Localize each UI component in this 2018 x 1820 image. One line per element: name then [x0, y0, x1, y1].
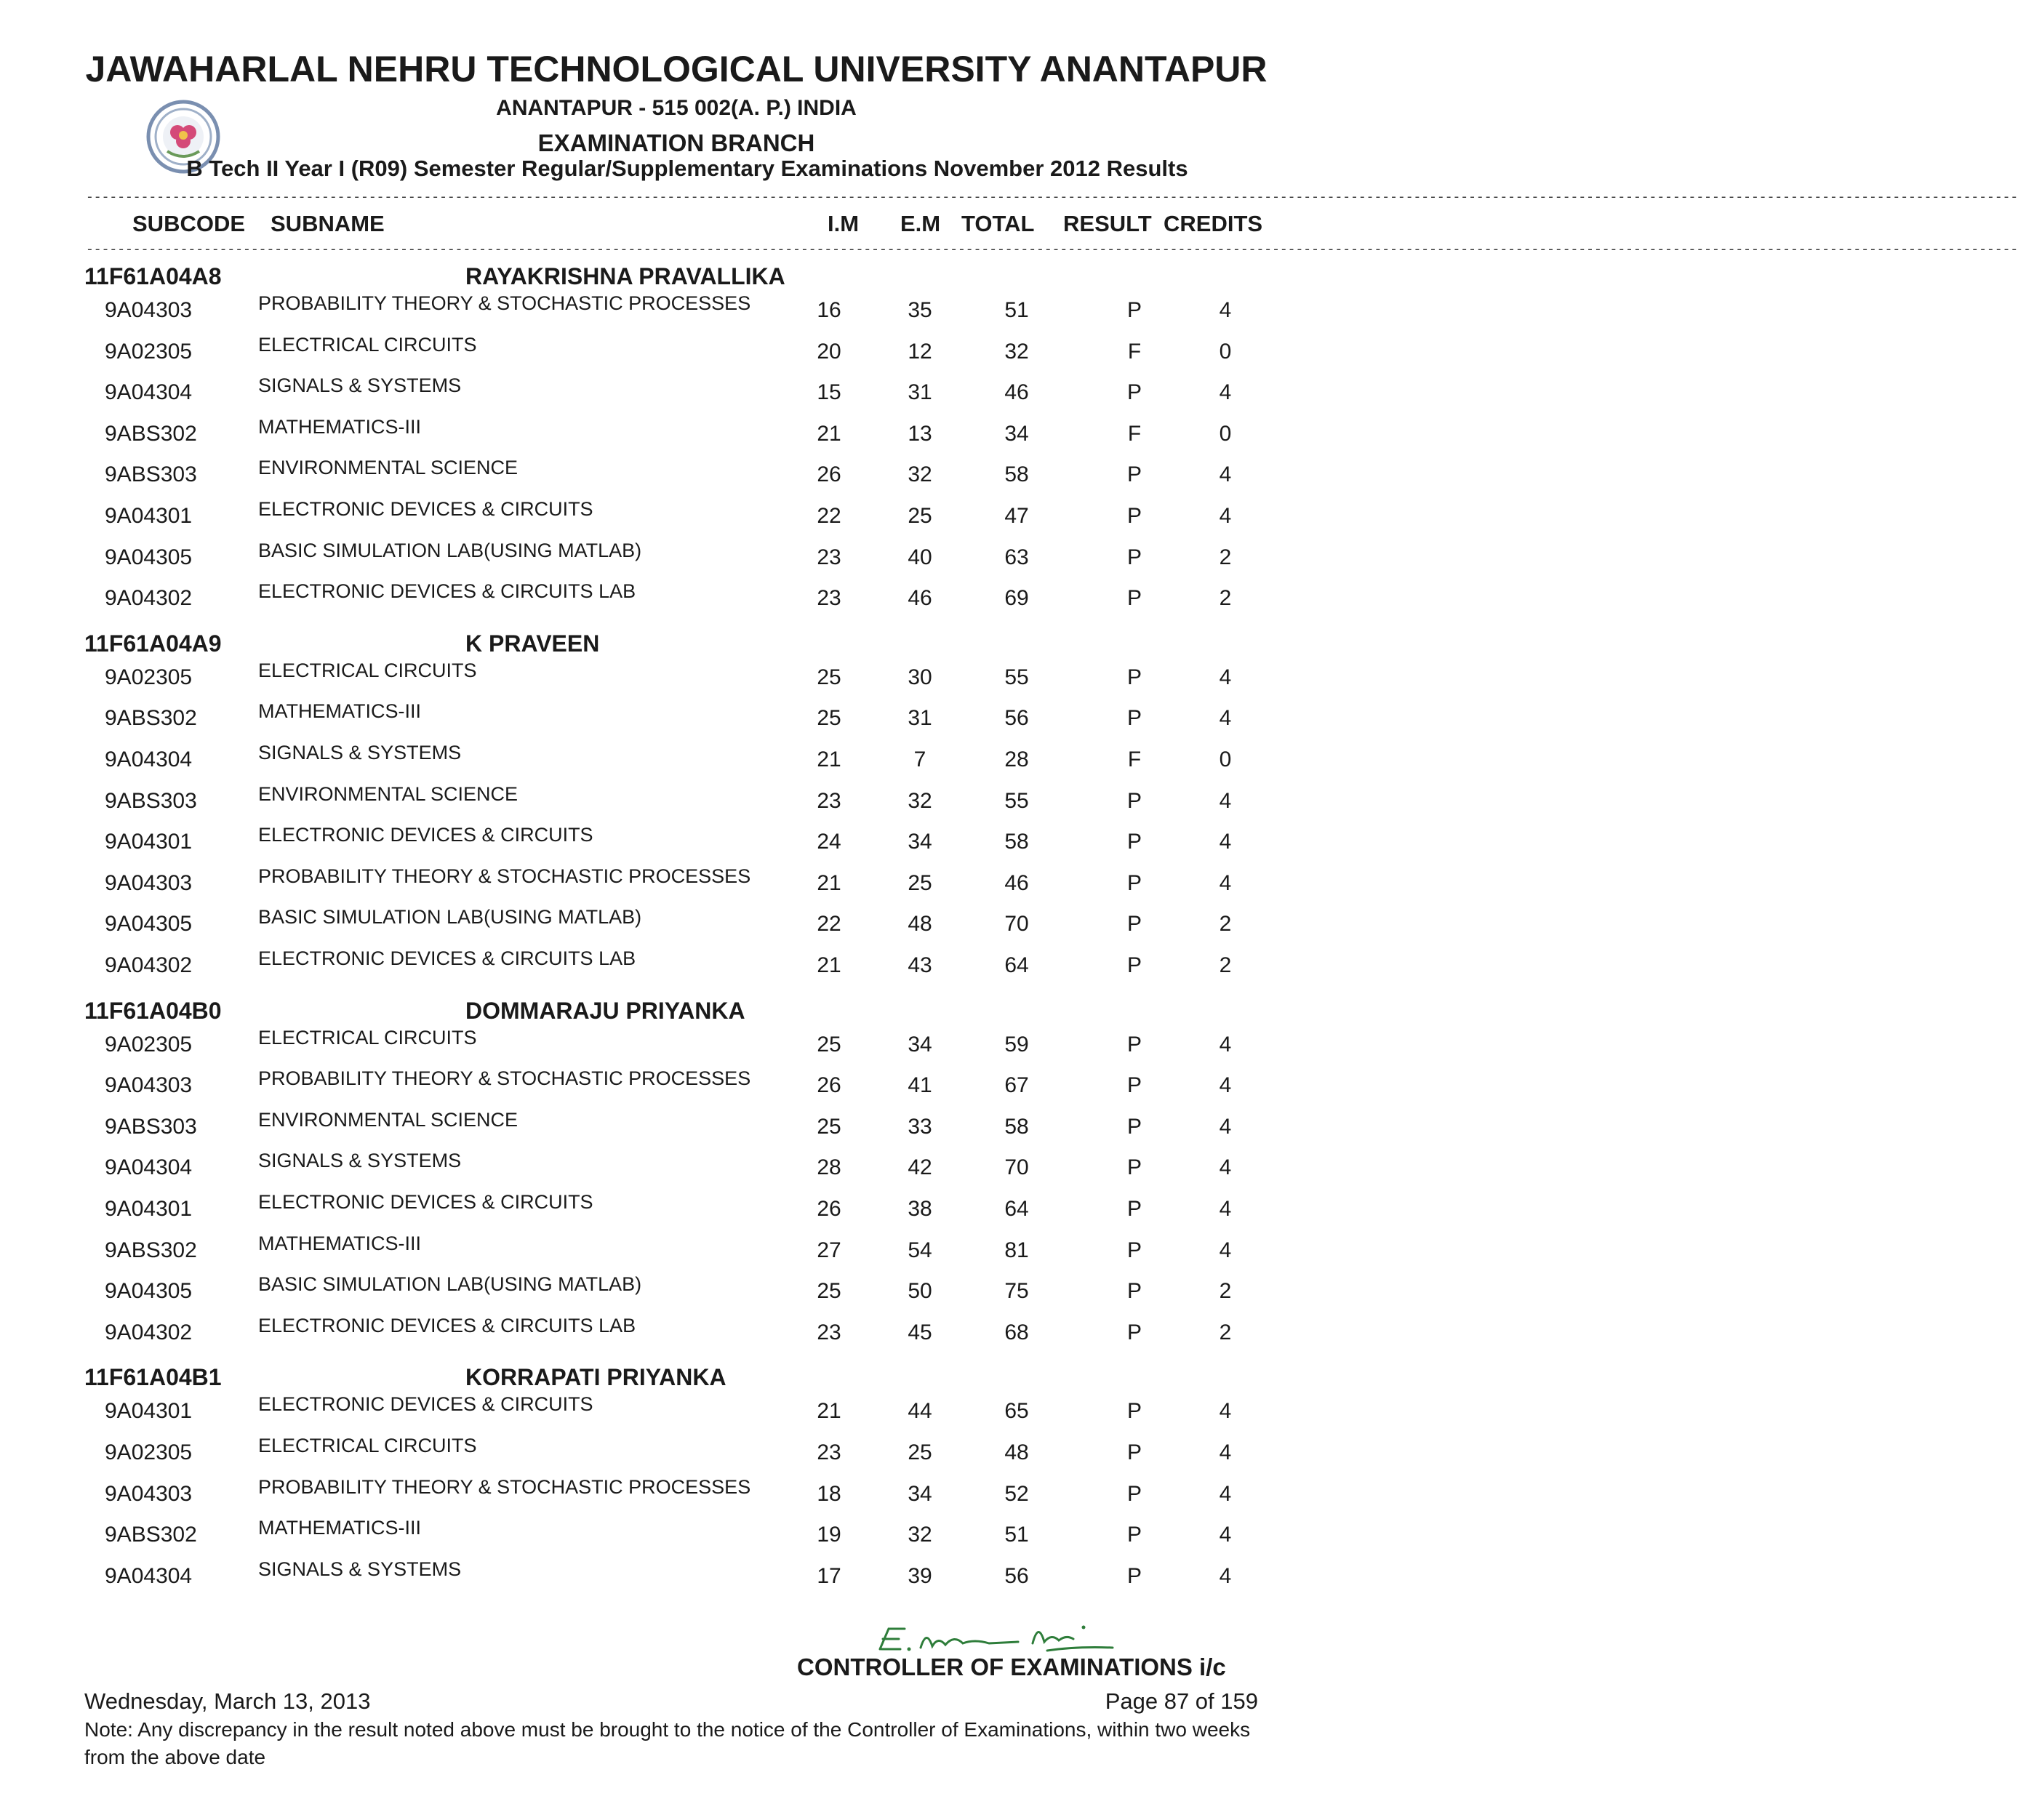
- external-marks: 50: [908, 1279, 932, 1304]
- internal-marks: 27: [817, 1238, 841, 1262]
- table-row: [0, 1315, 1489, 1355]
- result-status: P: [1126, 504, 1142, 528]
- internal-marks: 26: [817, 1073, 841, 1098]
- table-row: [0, 1273, 1489, 1314]
- table-row: [0, 374, 1489, 415]
- internal-marks: 21: [817, 953, 841, 977]
- subject-name: ELECTRONIC DEVICES & CIRCUITS LAB: [258, 1314, 636, 1336]
- total-marks: 28: [1004, 747, 1029, 771]
- subject-name: SIGNALS & SYSTEMS: [258, 374, 462, 397]
- subject-code: 9A04303: [105, 870, 193, 895]
- credits: 4: [1219, 1440, 1232, 1464]
- internal-marks: 23: [817, 1320, 841, 1344]
- total-marks: 70: [1004, 1155, 1029, 1180]
- credits: 0: [1219, 421, 1232, 446]
- result-status: F: [1127, 339, 1142, 364]
- subject-name: ELECTRONIC DEVICES & CIRCUITS: [258, 1191, 593, 1213]
- external-marks: 54: [908, 1238, 932, 1262]
- student-name: DOMMARAJU PRIYANKA: [465, 997, 745, 1024]
- subject-code: 9A04304: [105, 1563, 193, 1588]
- credits: 4: [1219, 788, 1232, 813]
- subject-code: 9A04303: [105, 298, 193, 322]
- external-marks: 35: [908, 298, 932, 322]
- internal-marks: 22: [817, 912, 841, 937]
- result-status: F: [1127, 747, 1142, 771]
- result-status: P: [1126, 1440, 1142, 1464]
- subject-name: ELECTRICAL CIRCUITS: [258, 1026, 477, 1049]
- total-marks: 64: [1004, 953, 1029, 977]
- subject-name: ENVIRONMENTAL SCIENCE: [258, 457, 518, 479]
- subject-code: 9A04302: [105, 1320, 193, 1344]
- subject-code: 9A04301: [105, 504, 193, 528]
- credits: 4: [1219, 1114, 1232, 1139]
- internal-marks: 15: [817, 380, 841, 405]
- total-marks: 70: [1004, 912, 1029, 937]
- result-status: P: [1126, 1238, 1142, 1262]
- result-status: P: [1126, 1155, 1142, 1180]
- total-marks: 67: [1004, 1073, 1029, 1098]
- table-row: [0, 292, 1489, 333]
- discrepancy-note: Note: Any discrepancy in the result noted above must be brought to the notice of the Controller of Examinations, within two weeks from the above date: [84, 1718, 1251, 1768]
- credits: 4: [1219, 830, 1232, 854]
- subject-name: SIGNALS & SYSTEMS: [258, 1150, 462, 1172]
- subject-code: 9A04302: [105, 953, 193, 977]
- total-marks: 58: [1004, 830, 1029, 854]
- external-marks: 34: [908, 1032, 932, 1057]
- credits: 4: [1219, 1032, 1232, 1057]
- external-marks: 31: [908, 706, 932, 731]
- credits: 0: [1219, 747, 1232, 771]
- result-status: P: [1126, 912, 1142, 937]
- subject-name: ELECTRICAL CIRCUITS: [258, 659, 477, 681]
- table-row: [0, 457, 1489, 497]
- table-row: [0, 498, 1489, 539]
- total-marks: 68: [1004, 1320, 1029, 1344]
- signature-mark: [873, 1614, 1120, 1658]
- result-status: P: [1126, 706, 1142, 731]
- subject-code: 9A02305: [105, 339, 193, 364]
- total-marks: 34: [1004, 421, 1029, 446]
- result-status: P: [1126, 1563, 1142, 1588]
- subject-name: ENVIRONMENTAL SCIENCE: [258, 1108, 518, 1131]
- subject-code: 9ABS302: [105, 706, 197, 731]
- signatory-title: CONTROLLER OF EXAMINATIONS i/c: [797, 1653, 1226, 1680]
- col-subname: SUBNAME: [271, 211, 385, 236]
- credits: 4: [1219, 298, 1232, 322]
- external-marks: 45: [908, 1320, 932, 1344]
- col-total: TOTAL: [961, 211, 1035, 236]
- subject-name: PROBABILITY THEORY & STOCHASTIC PROCESSES: [258, 1067, 751, 1090]
- result-status: P: [1126, 380, 1142, 405]
- table-row: [0, 1067, 1489, 1108]
- subject-name: MATHEMATICS-III: [258, 700, 421, 723]
- internal-marks: 17: [817, 1563, 841, 1588]
- total-marks: 46: [1004, 380, 1029, 405]
- external-marks: 12: [908, 339, 932, 364]
- external-marks: 25: [908, 504, 932, 528]
- internal-marks: 25: [817, 1032, 841, 1057]
- credits: 2: [1219, 953, 1232, 977]
- subject-code: 9ABS302: [105, 1523, 197, 1547]
- table-row: [0, 1191, 1489, 1232]
- table-row: [0, 580, 1489, 621]
- subject-code: 9A04303: [105, 1073, 193, 1098]
- subject-code: 9A02305: [105, 1032, 193, 1057]
- subject-name: ELECTRONIC DEVICES & CIRCUITS: [258, 1393, 593, 1416]
- external-marks: 41: [908, 1073, 932, 1098]
- university-title: JAWAHARLAL NEHRU TECHNOLOGICAL UNIVERSITY ANANTAPUR: [85, 49, 1268, 89]
- column-divider: ------------------------------------------------------------------------------------------------------------------------------------------------------------------------------------------------------------------------------------------------------: [86, 243, 2018, 257]
- internal-marks: 26: [817, 462, 841, 487]
- subject-name: MATHEMATICS-III: [258, 1232, 421, 1254]
- result-status: P: [1126, 586, 1142, 611]
- subject-code: 9ABS303: [105, 462, 197, 487]
- page-number: Page 87 of 159: [1105, 1688, 1258, 1714]
- result-status: P: [1126, 665, 1142, 689]
- external-marks: 31: [908, 380, 932, 405]
- internal-marks: 21: [817, 747, 841, 771]
- total-marks: 55: [1004, 665, 1029, 689]
- external-marks: 33: [908, 1114, 932, 1139]
- credits: 2: [1219, 586, 1232, 611]
- internal-marks: 25: [817, 1114, 841, 1139]
- result-status: P: [1126, 1399, 1142, 1424]
- internal-marks: 23: [817, 545, 841, 569]
- table-row: [0, 906, 1489, 947]
- external-marks: 13: [908, 421, 932, 446]
- table-row: [0, 700, 1489, 741]
- result-status: P: [1126, 1032, 1142, 1057]
- total-marks: 32: [1004, 339, 1029, 364]
- table-row: [0, 540, 1489, 580]
- subject-code: 9A04301: [105, 830, 193, 854]
- col-subcode: SUBCODE: [132, 211, 246, 236]
- total-marks: 75: [1004, 1279, 1029, 1304]
- external-marks: 43: [908, 953, 932, 977]
- result-status: P: [1126, 1073, 1142, 1098]
- subject-name: ENVIRONMENTAL SCIENCE: [258, 782, 518, 805]
- external-marks: 30: [908, 665, 932, 689]
- table-row: [0, 1027, 1489, 1067]
- subject-code: 9A04304: [105, 1155, 193, 1180]
- subject-code: 9A04305: [105, 545, 193, 569]
- credits: 4: [1219, 1563, 1232, 1588]
- subject-name: ELECTRONIC DEVICES & CIRCUITS: [258, 498, 593, 520]
- internal-marks: 20: [817, 339, 841, 364]
- credits: 4: [1219, 665, 1232, 689]
- internal-marks: 26: [817, 1197, 841, 1221]
- subject-name: PROBABILITY THEORY & STOCHASTIC PROCESSES: [258, 292, 751, 314]
- student-roll-number: 11F61A04A9: [84, 630, 222, 657]
- external-marks: 25: [908, 870, 932, 895]
- table-row: [0, 416, 1489, 457]
- col-im: I.M: [828, 211, 860, 236]
- subject-code: 9ABS302: [105, 1238, 197, 1262]
- external-marks: 7: [913, 747, 926, 771]
- result-status: P: [1126, 1320, 1142, 1344]
- external-marks: 40: [908, 545, 932, 569]
- subject-name: ELECTRICAL CIRCUITS: [258, 333, 477, 356]
- table-row: [0, 1109, 1489, 1150]
- subject-name: MATHEMATICS-III: [258, 1517, 421, 1539]
- table-row: [0, 1435, 1489, 1475]
- subject-name: ELECTRONIC DEVICES & CIRCUITS LAB: [258, 580, 636, 603]
- total-marks: 69: [1004, 586, 1029, 611]
- total-marks: 52: [1004, 1481, 1029, 1506]
- internal-marks: 23: [817, 788, 841, 813]
- table-row: [0, 334, 1489, 374]
- external-marks: 32: [908, 462, 932, 487]
- subject-name: SIGNALS & SYSTEMS: [258, 1558, 462, 1580]
- subject-code: 9A04302: [105, 586, 193, 611]
- internal-marks: 24: [817, 830, 841, 854]
- credits: 2: [1219, 1320, 1232, 1344]
- subject-name: PROBABILITY THEORY & STOCHASTIC PROCESSES: [258, 865, 751, 887]
- subject-name: ELECTRONIC DEVICES & CIRCUITS: [258, 824, 593, 846]
- result-status: P: [1126, 545, 1142, 569]
- total-marks: 63: [1004, 545, 1029, 569]
- subject-name: BASIC SIMULATION LAB(USING MATLAB): [258, 539, 642, 561]
- internal-marks: 23: [817, 586, 841, 611]
- internal-marks: 16: [817, 298, 841, 322]
- external-marks: 38: [908, 1197, 932, 1221]
- subject-code: 9A04301: [105, 1399, 193, 1424]
- internal-marks: 21: [817, 1399, 841, 1424]
- subject-name: SIGNALS & SYSTEMS: [258, 742, 462, 763]
- credits: 4: [1219, 380, 1232, 405]
- internal-marks: 22: [817, 504, 841, 528]
- total-marks: 51: [1004, 298, 1029, 322]
- external-marks: 42: [908, 1155, 932, 1180]
- student-name: K PRAVEEN: [465, 630, 600, 657]
- result-status: P: [1126, 462, 1142, 487]
- total-marks: 51: [1004, 1523, 1029, 1547]
- external-marks: 25: [908, 1440, 932, 1464]
- table-row: [0, 947, 1489, 988]
- col-credits: CREDITS: [1164, 211, 1263, 236]
- subject-code: 9ABS303: [105, 788, 197, 813]
- col-result: RESULT: [1063, 211, 1152, 236]
- credits: 4: [1219, 706, 1232, 731]
- exam-title: B Tech II Year I (R09) Semester Regular/Supplementary Examinations November 2012 Results: [186, 156, 1188, 181]
- total-marks: 48: [1004, 1440, 1029, 1464]
- result-status: P: [1126, 1114, 1142, 1139]
- total-marks: 58: [1004, 462, 1029, 487]
- total-marks: 46: [1004, 870, 1029, 895]
- result-status: P: [1126, 830, 1142, 854]
- credits: 4: [1219, 1155, 1232, 1180]
- col-em: E.M: [900, 211, 941, 236]
- credits: 4: [1219, 504, 1232, 528]
- subject-code: 9ABS302: [105, 421, 197, 446]
- result-status: F: [1127, 421, 1142, 446]
- internal-marks: 19: [817, 1523, 841, 1547]
- credits: 4: [1219, 1481, 1232, 1506]
- result-date: Wednesday, March 13, 2013: [84, 1688, 371, 1714]
- credits: 4: [1219, 1399, 1232, 1424]
- total-marks: 56: [1004, 1563, 1029, 1588]
- table-row: [0, 1150, 1489, 1190]
- internal-marks: 25: [817, 706, 841, 731]
- external-marks: 34: [908, 830, 932, 854]
- internal-marks: 21: [817, 421, 841, 446]
- credits: 4: [1219, 1197, 1232, 1221]
- subject-code: 9A02305: [105, 665, 193, 689]
- student-name: RAYAKRISHNA PRAVALLIKA: [465, 263, 785, 289]
- result-status: P: [1126, 870, 1142, 895]
- internal-marks: 28: [817, 1155, 841, 1180]
- credits: 4: [1219, 870, 1232, 895]
- subject-name: ELECTRONIC DEVICES & CIRCUITS LAB: [258, 947, 636, 969]
- internal-marks: 21: [817, 870, 841, 895]
- table-row: [0, 783, 1489, 824]
- external-marks: 32: [908, 788, 932, 813]
- total-marks: 65: [1004, 1399, 1029, 1424]
- result-status: P: [1126, 1481, 1142, 1506]
- table-row: [0, 1517, 1489, 1558]
- external-marks: 34: [908, 1481, 932, 1506]
- student-roll-number: 11F61A04B0: [84, 997, 222, 1024]
- result-status: P: [1126, 953, 1142, 977]
- subject-name: MATHEMATICS-III: [258, 415, 421, 438]
- subject-name: ELECTRICAL CIRCUITS: [258, 1435, 477, 1456]
- external-marks: 44: [908, 1399, 932, 1424]
- credits: 4: [1219, 1238, 1232, 1262]
- credits: 2: [1219, 545, 1232, 569]
- subject-code: 9A04305: [105, 912, 193, 937]
- credits: 4: [1219, 1523, 1232, 1547]
- external-marks: 39: [908, 1563, 932, 1588]
- subject-name: BASIC SIMULATION LAB(USING MATLAB): [258, 906, 642, 929]
- header-divider: ------------------------------------------------------------------------------------------------------------------------------------------------------------------------------------------------------------------------------------------------------: [86, 191, 2018, 205]
- result-status: P: [1126, 298, 1142, 322]
- table-row: [0, 1476, 1489, 1517]
- result-status: P: [1126, 788, 1142, 813]
- credits: 0: [1219, 339, 1232, 364]
- table-row: [0, 1558, 1489, 1599]
- credits: 4: [1219, 1073, 1232, 1098]
- subject-code: 9ABS303: [105, 1114, 197, 1139]
- internal-marks: 18: [817, 1481, 841, 1506]
- subject-code: 9A04305: [105, 1279, 193, 1304]
- subject-code: 9A04301: [105, 1197, 193, 1221]
- credits: 4: [1219, 462, 1232, 487]
- total-marks: 59: [1004, 1032, 1029, 1057]
- credits: 2: [1219, 1279, 1232, 1304]
- total-marks: 55: [1004, 788, 1029, 813]
- table-row: [0, 660, 1489, 700]
- total-marks: 58: [1004, 1114, 1029, 1139]
- table-row: [0, 824, 1489, 865]
- student-roll-number: 11F61A04A8: [84, 263, 222, 289]
- subject-code: 9A04303: [105, 1481, 193, 1506]
- total-marks: 81: [1004, 1238, 1029, 1262]
- internal-marks: 25: [817, 1279, 841, 1304]
- external-marks: 46: [908, 586, 932, 611]
- table-row: [0, 865, 1489, 906]
- branch-title: EXAMINATION BRANCH: [537, 129, 815, 156]
- table-row: [0, 742, 1489, 782]
- subject-code: 9A04304: [105, 380, 193, 405]
- university-address: ANANTAPUR - 515 002(A. P.) INDIA: [496, 96, 857, 120]
- table-row: [0, 1393, 1489, 1434]
- total-marks: 56: [1004, 706, 1029, 731]
- subject-code: 9A04304: [105, 747, 193, 771]
- total-marks: 64: [1004, 1197, 1029, 1221]
- external-marks: 32: [908, 1523, 932, 1547]
- internal-marks: 23: [817, 1440, 841, 1464]
- subject-name: BASIC SIMULATION LAB(USING MATLAB): [258, 1273, 642, 1296]
- total-marks: 47: [1004, 504, 1029, 528]
- table-row: [0, 1232, 1489, 1273]
- external-marks: 48: [908, 912, 932, 937]
- result-status: P: [1126, 1197, 1142, 1221]
- student-roll-number: 11F61A04B1: [84, 1364, 222, 1391]
- result-status: P: [1126, 1279, 1142, 1304]
- subject-code: 9A02305: [105, 1440, 193, 1464]
- internal-marks: 25: [817, 665, 841, 689]
- result-status: P: [1126, 1523, 1142, 1547]
- subject-name: PROBABILITY THEORY & STOCHASTIC PROCESSES: [258, 1475, 751, 1498]
- student-name: KORRAPATI PRIYANKA: [465, 1364, 726, 1391]
- credits: 2: [1219, 912, 1232, 937]
